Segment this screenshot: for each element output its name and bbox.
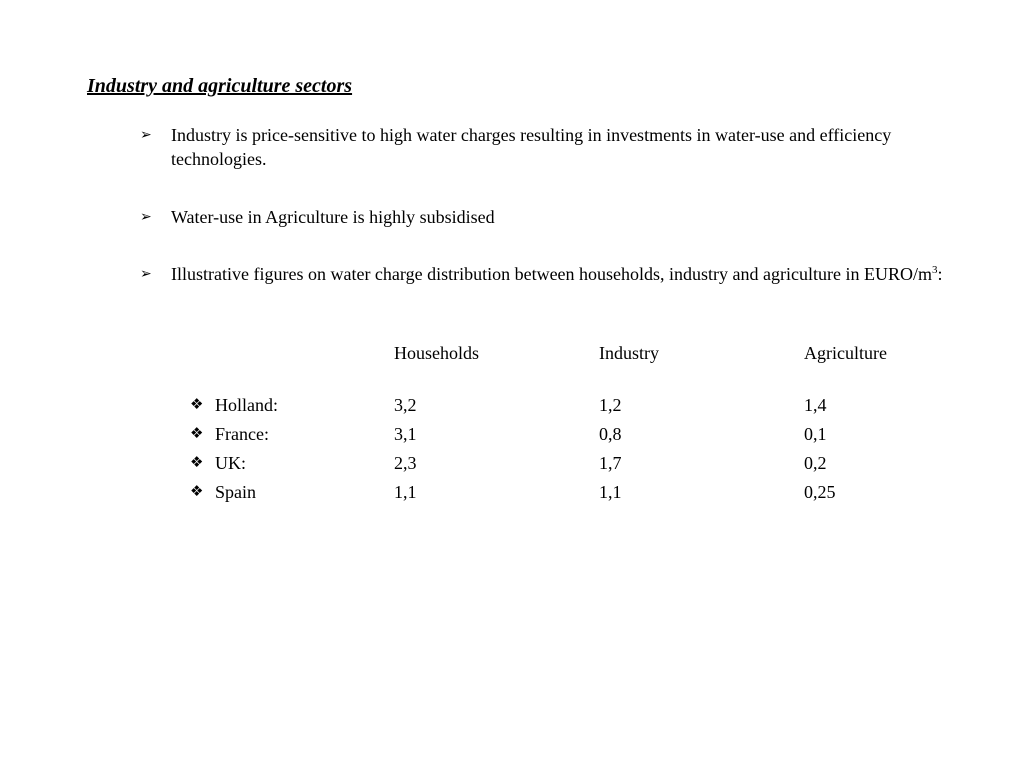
bullet-item bbox=[140, 262, 943, 312]
diamond-bullet-icon: ❖ bbox=[190, 424, 204, 442]
table-row bbox=[190, 395, 890, 421]
superscript: 3 bbox=[932, 264, 938, 276]
households-cell: 2,3 bbox=[394, 453, 417, 473]
households-cell: 1,1 bbox=[394, 482, 417, 502]
diamond-bullet-icon: ❖ bbox=[190, 453, 204, 471]
diamond-bullet-icon: ❖ bbox=[190, 482, 204, 500]
industry-cell: 1,2 bbox=[599, 395, 622, 415]
country-cell: France: bbox=[215, 424, 269, 444]
agriculture-cell: 1,4 bbox=[804, 395, 827, 415]
country-cell: Holland: bbox=[215, 395, 278, 415]
agriculture-cell: 0,2 bbox=[804, 453, 827, 473]
industry-cell: 1,1 bbox=[599, 482, 622, 502]
slide-title: Industry and agriculture sectors bbox=[87, 75, 353, 97]
arrowhead-bullet-icon: ➢ bbox=[140, 209, 152, 225]
households-cell: 3,2 bbox=[394, 395, 417, 415]
table-row bbox=[190, 482, 890, 508]
column-header-industry: Industry bbox=[599, 343, 659, 363]
country-cell: UK: bbox=[215, 453, 246, 473]
bullet-item bbox=[140, 205, 940, 231]
arrowhead-bullet-icon: ➢ bbox=[140, 127, 152, 143]
column-header-agriculture: Agriculture bbox=[804, 343, 887, 363]
column-header-households: Households bbox=[394, 343, 479, 363]
households-cell: 3,1 bbox=[394, 424, 417, 444]
bullet-text bbox=[171, 262, 951, 286]
industry-cell: 1,7 bbox=[599, 453, 622, 473]
agriculture-cell: 0,25 bbox=[804, 482, 836, 502]
agriculture-cell: 0,1 bbox=[804, 424, 827, 444]
table-row bbox=[190, 424, 890, 450]
bullet-text: Industry is price-sensitive to high water charges resulting in investments in water-use and efficiency technologies. bbox=[171, 125, 892, 169]
bullet-text-main: Illustrative figures on water charge distribution between households, industry and agriculture in EURO/m bbox=[171, 264, 932, 284]
industry-cell: 0,8 bbox=[599, 424, 622, 444]
table-row bbox=[190, 453, 890, 479]
diamond-bullet-icon: ❖ bbox=[190, 395, 204, 413]
bullet-text-suffix: : bbox=[937, 264, 943, 284]
bullet-item bbox=[140, 123, 940, 173]
country-cell: Spain bbox=[215, 482, 257, 502]
bullet-text: Water-use in Agriculture is highly subsidised bbox=[171, 207, 495, 227]
arrowhead-bullet-icon: ➢ bbox=[140, 266, 152, 282]
